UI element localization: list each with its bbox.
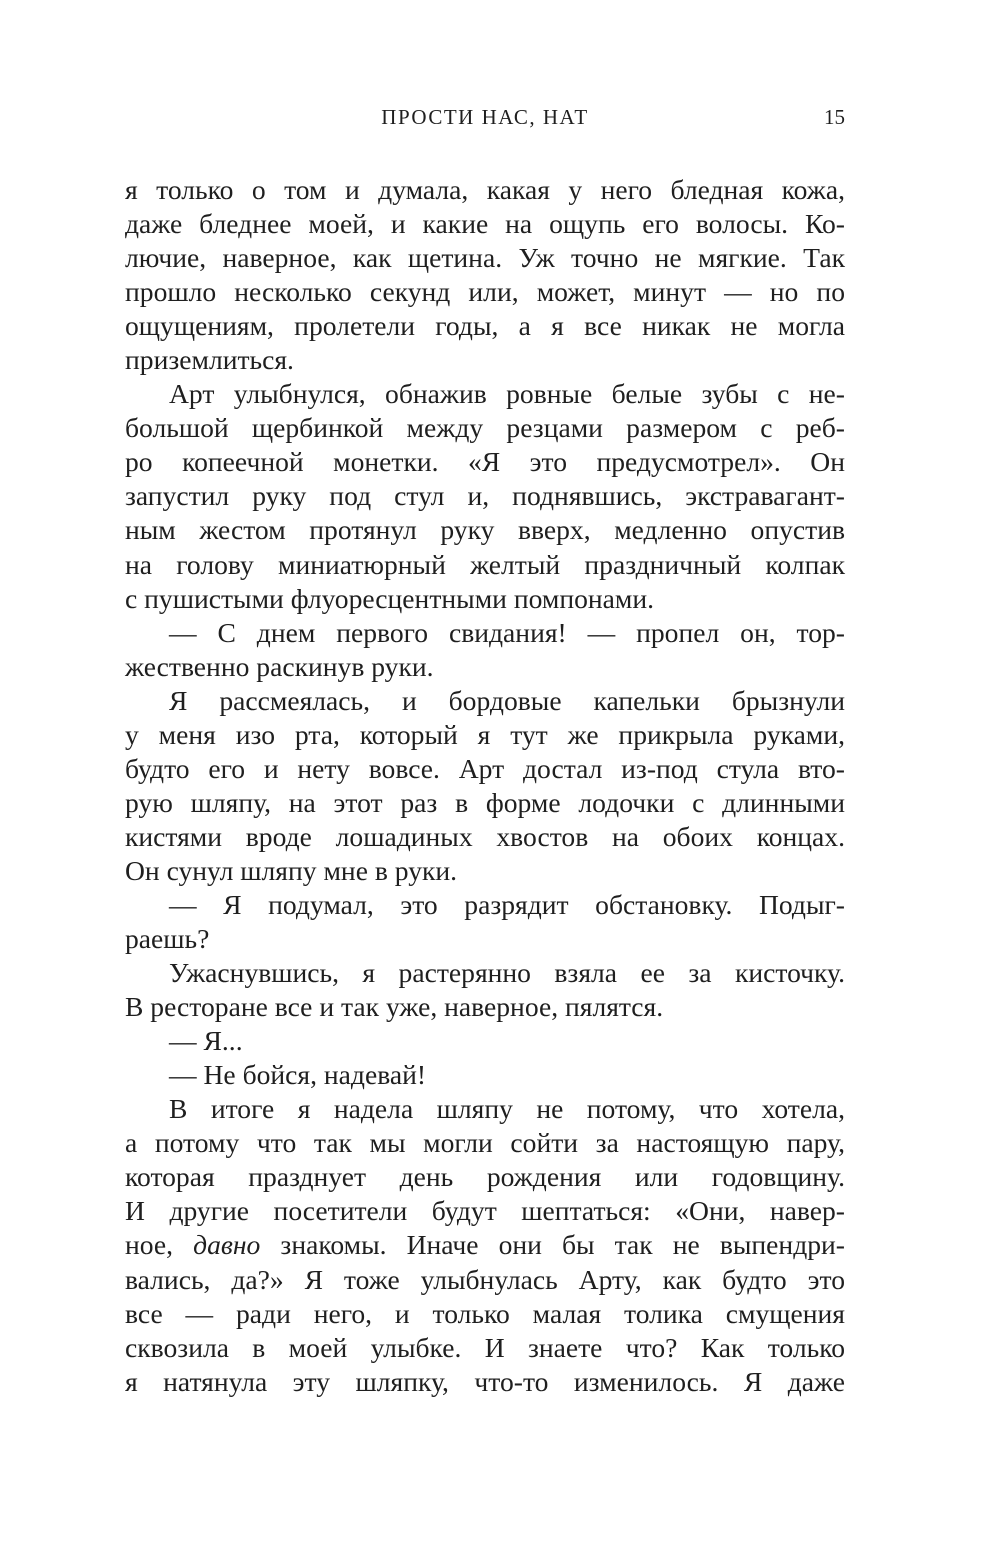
text-segment: ное, — [125, 1229, 194, 1261]
page-number: 15 — [824, 105, 845, 129]
body-text — [125, 173, 845, 1399]
text-line: на голову миниатюрный желтый праздничный колпак — [125, 548, 845, 580]
text-line: ным жестом протянул руку вверх, медленно опустив — [125, 514, 845, 546]
text-line: Арт улыбнулся, обнажив ровные белые зубы с не- — [169, 378, 845, 410]
text-line: которая празднует день рождения или годовщину. — [125, 1161, 845, 1193]
text-line: вались, да?» Я тоже улыбнулась Арту, как будто это — [125, 1263, 845, 1295]
text-line: ощущениям, пролетели годы, а я все никак не могла — [125, 310, 845, 342]
text-line: даже бледнее моей, и какие на ощупь его волосы. Ко- — [125, 208, 845, 240]
text-line: будто его и нету вовсе. Арт достал из-под стула вто- — [125, 752, 845, 784]
text-line: — С днем первого свидания! — пропел он, тор- — [169, 616, 845, 648]
running-header — [125, 100, 845, 134]
text-line: а потому что так мы могли сойти за настоящую пару, — [125, 1127, 845, 1159]
text-line: — Не бойся, надевай! — [169, 1059, 427, 1091]
text-line: — Я... — [169, 1025, 243, 1057]
text-line: у меня изо рта, который я тут же прикрыла руками, — [125, 718, 845, 750]
text-line: В итоге я надела шляпу не потому, что хотела, — [169, 1093, 845, 1125]
text-line: В ресторане все и так уже, наверное, пялятся. — [125, 991, 664, 1023]
text-line: Я рассмеялась, и бордовые капельки брызнули — [169, 684, 845, 716]
text-line: все — ради него, и только малая толика смущения — [125, 1297, 845, 1329]
text-line: кистями вроде лошадиных хвостов на обоих концах. — [125, 820, 845, 852]
running-title: ПРОСТИ НАС, НАТ — [381, 105, 589, 129]
text-line: Ужаснувшись, я растерянно взяла ее за кисточку. — [169, 957, 845, 989]
text-line: ро копеечной монетки. «Я это предусмотрел». Он — [125, 446, 845, 478]
text-line: жественно раскинув руки. — [125, 650, 434, 682]
text-line: Он сунул шляпу мне в руки. — [125, 854, 458, 886]
text-line: запустил руку под стул и, поднявшись, экстравагант- — [125, 480, 845, 512]
text-line: раешь? — [125, 923, 210, 955]
text-line — [125, 1228, 845, 1262]
text-line: лючие, наверное, как щетина. Уж точно не мягкие. Так — [125, 242, 845, 274]
text-line: И другие посетители будут шептаться: «Они, навер- — [125, 1195, 845, 1227]
text-segment: знакомы. Иначе они бы так не выпендри- — [260, 1229, 845, 1261]
text-line: с пушистыми флуоресцентными помпонами. — [125, 582, 655, 614]
text-line: приземлиться. — [125, 344, 294, 376]
text-line: я только о том и думала, какая у него бледная кожа, — [125, 174, 845, 205]
text-line: сквозила в моей улыбке. И знаете что? Как только — [125, 1331, 845, 1363]
text-line: я натянула эту шляпку, что-то изменилось. Я даже — [125, 1365, 845, 1397]
text-line: большой щербинкой между резцами размером с реб- — [125, 412, 845, 444]
text-line: прошло несколько секунд или, может, минут — но по — [125, 276, 845, 308]
italic-emphasis: давно — [193, 1229, 261, 1261]
text-line: — Я подумал, это разрядит обстановку. Подыг- — [169, 888, 845, 920]
text-line: рую шляпу, на этот раз в форме лодочки с длинными — [125, 786, 845, 818]
